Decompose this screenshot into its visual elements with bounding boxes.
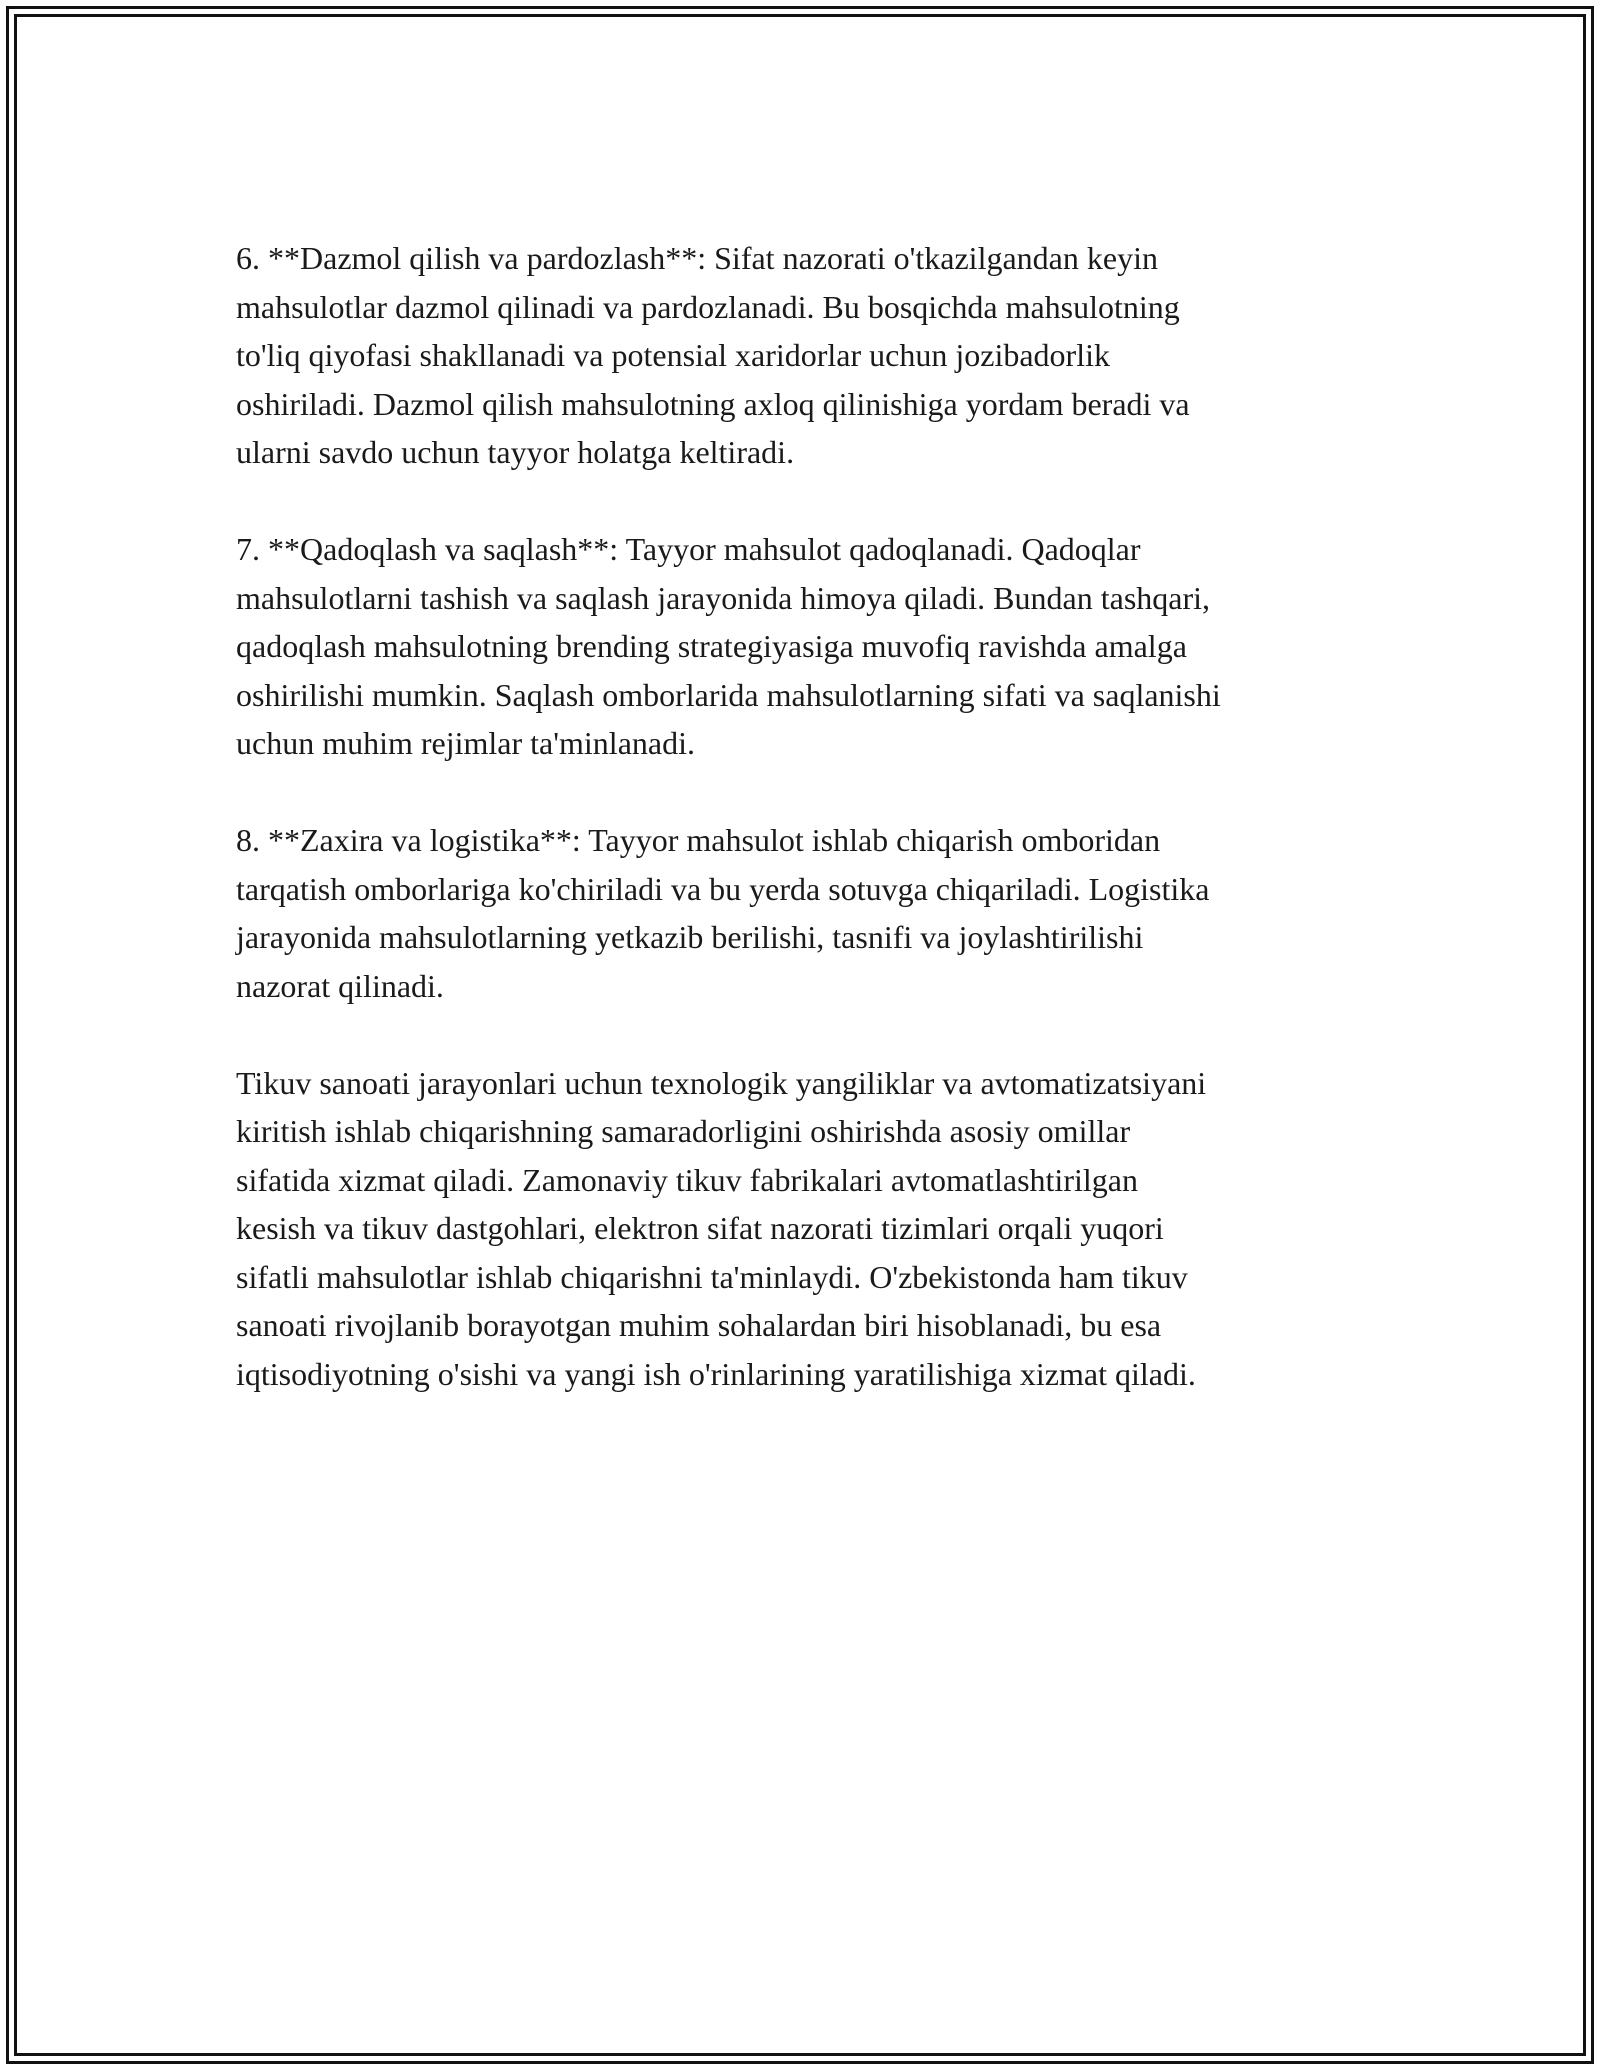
text-line: ularni savdo uchun tayyor holatga keltiradi. [236, 434, 795, 470]
text-line: 6. **Dazmol qilish va pardozlash**: Sifat nazorati o'tkazilgandan keyin [236, 240, 1158, 276]
paragraph-qadoqlash [236, 525, 1386, 768]
text-line: sifatida xizmat qiladi. Zamonaviy tikuv fabrikalari avtomatlashtirilgan [236, 1161, 1138, 1198]
text-line: iqtisodiyotning o'sishi va yangi ish o'rinlarining yaratilishiga xizmat qiladi. [236, 1355, 1196, 1392]
text-line: sifatli mahsulotlar ishlab chiqarishni ta'minlaydi. O'zbekistonda ham tikuv [236, 1258, 1188, 1295]
text-line: kesish va tikuv dastgohlari, elektron sifat nazorati tizimlari orqali yuqori [236, 1210, 1164, 1246]
document-body [236, 234, 1386, 1398]
text-line: mahsulotlarni tashish va saqlash jarayonida himoya qiladi. Bundan tashqari, [236, 579, 1211, 616]
text-line: 7. **Qadoqlash va saqlash**: Tayyor mahsulot qadoqlanadi. Qadoqlar [236, 531, 1141, 567]
text-line: sanoati rivojlanib borayotgan muhim sohalardan biri hisoblanadi, bu esa [236, 1307, 1162, 1343]
text-line: mahsulotlar dazmol qilinadi va pardozlanadi. Bu bosqichda mahsulotning [236, 288, 1180, 325]
text-line: kiritish ishlab chiqarishning samaradorligini oshirishda asosiy omillar [236, 1113, 1131, 1149]
paragraph-tikuv-sanoati [236, 1059, 1386, 1399]
text-line: nazorat qilinadi. [236, 967, 444, 1004]
paragraph-zaxira [236, 816, 1386, 1010]
paragraph-dazmol [236, 234, 1386, 477]
text-line: oshiriladi. Dazmol qilish mahsulotning axloq qilinishiga yordam beradi va [236, 385, 1190, 422]
text-line: oshirilishi mumkin. Saqlash omborlarida mahsulotlarning sifati va saqlanishi [236, 676, 1221, 713]
text-line: uchun muhim rejimlar ta'minlanadi. [236, 725, 695, 761]
text-line: tarqatish omborlariga ko'chiriladi va bu yerda sotuvga chiqariladi. Logistika [236, 870, 1210, 907]
text-line: jarayonida mahsulotlarning yetkazib berilishi, tasnifi va joylashtirilishi [236, 919, 1144, 955]
text-line: to'liq qiyofasi shakllanadi va potensial xaridorlar uchun jozibadorlik [236, 337, 1110, 373]
text-line: 8. **Zaxira va logistika**: Tayyor mahsulot ishlab chiqarish omboridan [236, 822, 1161, 858]
text-line: qadoqlash mahsulotning brending strategiyasiga muvofiq ravishda amalga [236, 628, 1187, 664]
text-line: Tikuv sanoati jarayonlari uchun texnologik yangiliklar va avtomatizatsiyani [236, 1064, 1207, 1101]
